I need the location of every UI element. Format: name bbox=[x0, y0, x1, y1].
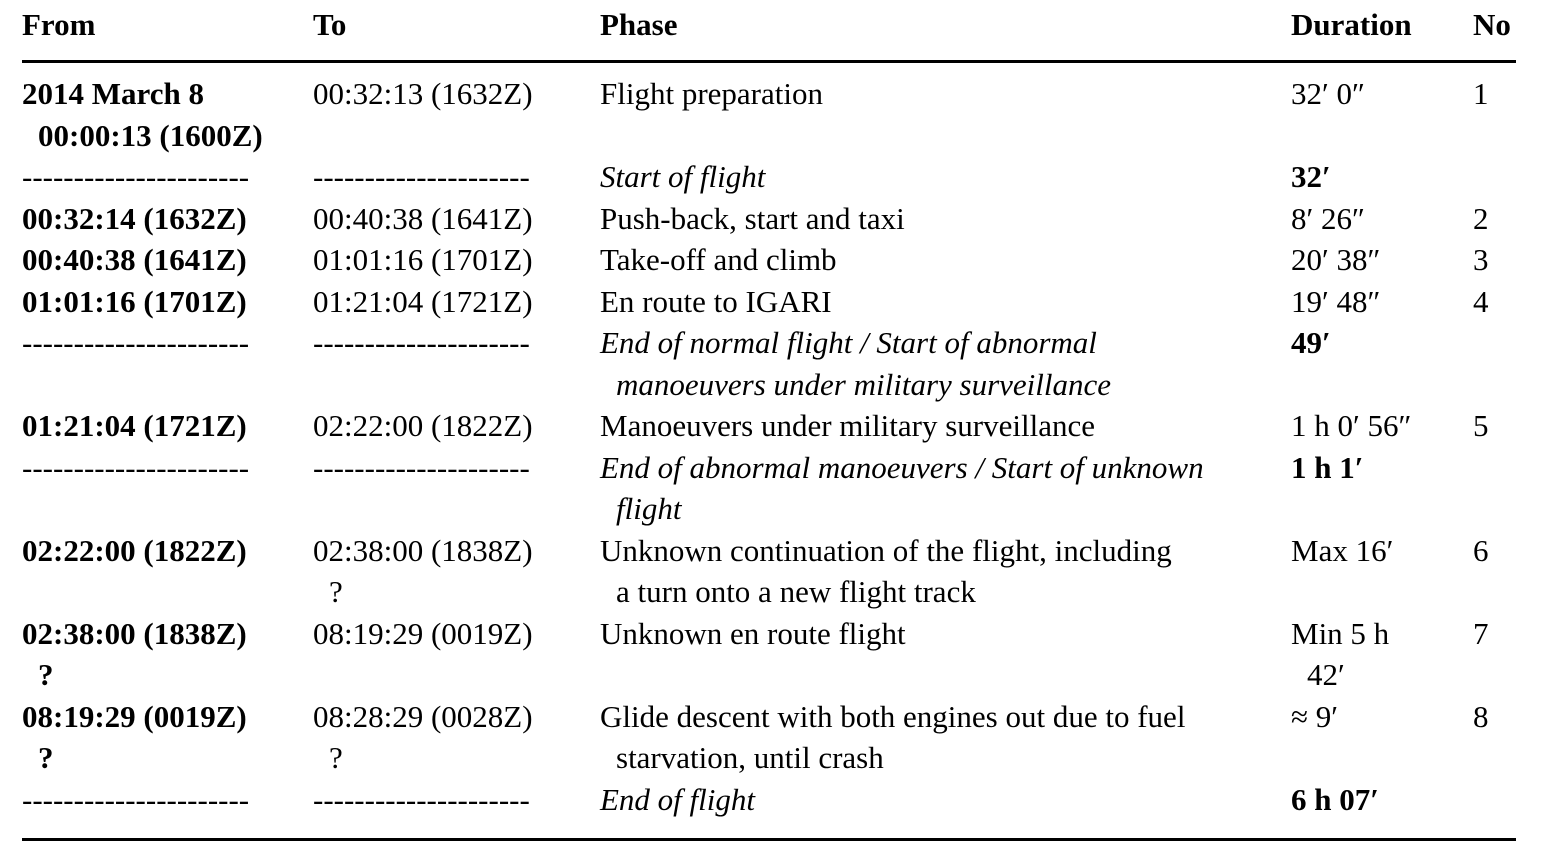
to-cell bbox=[313, 73, 583, 115]
duration-cell bbox=[1291, 613, 1451, 696]
duration-cell bbox=[1291, 779, 1451, 821]
no-cell: 8 bbox=[1473, 698, 1489, 734]
to-cell-line: --------------------- bbox=[313, 325, 530, 360]
table-row bbox=[22, 281, 1516, 323]
to-cell-line: ? bbox=[329, 740, 343, 775]
from-cell-line: ---------------------- bbox=[22, 781, 250, 817]
no-cell: 2 bbox=[1473, 200, 1489, 236]
phase-cell-line: flight bbox=[616, 491, 682, 526]
from-cell-line: 00:40:38 (1641Z) bbox=[22, 242, 247, 277]
header-phase: Phase bbox=[600, 7, 678, 42]
milestone-row bbox=[22, 779, 1516, 821]
phase-cell bbox=[600, 239, 1280, 281]
to-cell-line: 00:32:13 (1632Z) bbox=[313, 76, 533, 111]
duration-cell-line: 20′ 38″ bbox=[1291, 242, 1381, 277]
duration-cell-line: 32′ bbox=[1291, 159, 1331, 194]
phase-cell-line: Glide descent with both engines out due to fuel bbox=[600, 698, 1186, 734]
to-cell bbox=[313, 613, 583, 655]
header-from: From bbox=[22, 7, 96, 42]
milestone-row bbox=[22, 156, 1516, 198]
phase-cell-line: End of normal flight / Start of abnormal bbox=[600, 325, 1097, 360]
duration-cell-line: Min 5 h bbox=[1291, 615, 1390, 651]
from-cell bbox=[22, 198, 302, 240]
from-cell bbox=[22, 696, 302, 779]
duration-cell bbox=[1291, 73, 1451, 115]
from-cell bbox=[22, 281, 302, 323]
duration-cell bbox=[1291, 530, 1451, 572]
from-cell bbox=[22, 239, 302, 281]
flight-phase-table bbox=[22, 0, 1516, 820]
phase-cell bbox=[600, 530, 1280, 613]
duration-cell-line: 49′ bbox=[1291, 325, 1331, 360]
duration-cell-line: 1 h 1′ bbox=[1291, 449, 1364, 485]
table-row bbox=[22, 239, 1516, 281]
from-cell-line: ? bbox=[38, 740, 54, 775]
table-row bbox=[22, 696, 1516, 779]
phase-cell-line: End of flight bbox=[600, 781, 755, 817]
from-cell bbox=[22, 530, 302, 572]
duration-cell bbox=[1291, 198, 1451, 240]
duration-cell-line: ≈ 9′ bbox=[1291, 698, 1339, 734]
table-row bbox=[22, 198, 1516, 240]
from-cell-line: 2014 March 8 bbox=[22, 76, 204, 111]
phase-cell-line: Push-back, start and taxi bbox=[600, 200, 905, 236]
to-cell-line: 00:40:38 (1641Z) bbox=[313, 200, 533, 236]
no-cell: 1 bbox=[1473, 76, 1489, 111]
phase-cell bbox=[600, 779, 1280, 821]
to-cell-line: 02:38:00 (1838Z) bbox=[313, 532, 533, 568]
from-cell bbox=[22, 779, 302, 821]
no-cell: 5 bbox=[1473, 408, 1489, 443]
duration-cell bbox=[1291, 156, 1451, 198]
phase-cell-line: manoeuvers under military surveillance bbox=[616, 366, 1112, 402]
from-cell-line: 00:00:13 (1600Z) bbox=[38, 117, 263, 153]
bottom-rule bbox=[22, 838, 1516, 841]
phase-cell-line: Manoeuvers under military surveillance bbox=[600, 408, 1095, 443]
phase-cell-line: Unknown continuation of the flight, including bbox=[600, 532, 1172, 568]
milestone-row bbox=[22, 447, 1516, 530]
to-cell-line: --------------------- bbox=[313, 781, 530, 817]
duration-cell bbox=[1291, 696, 1451, 738]
phase-cell bbox=[600, 322, 1280, 405]
to-cell-line: 01:21:04 (1721Z) bbox=[313, 283, 533, 319]
header-to: To bbox=[313, 7, 347, 42]
to-cell bbox=[313, 239, 583, 281]
to-cell bbox=[313, 281, 583, 323]
phase-cell-line: starvation, until crash bbox=[616, 740, 884, 775]
phase-cell bbox=[600, 405, 1280, 447]
to-cell-line: --------------------- bbox=[313, 449, 530, 485]
milestone-row bbox=[22, 322, 1516, 405]
phase-cell-line: En route to IGARI bbox=[600, 283, 832, 319]
header-duration: Duration bbox=[1291, 7, 1412, 42]
to-cell bbox=[313, 156, 583, 198]
from-cell-line: ? bbox=[38, 657, 54, 692]
to-cell-line: 08:19:29 (0019Z) bbox=[313, 615, 533, 651]
from-cell bbox=[22, 73, 302, 156]
duration-cell bbox=[1291, 447, 1451, 489]
to-cell bbox=[313, 322, 583, 364]
no-cell: 3 bbox=[1473, 242, 1489, 277]
to-cell bbox=[313, 530, 583, 613]
to-cell-line: 02:22:00 (1822Z) bbox=[313, 408, 533, 443]
from-cell-line: ---------------------- bbox=[22, 449, 250, 485]
from-cell-line: 02:22:00 (1822Z) bbox=[22, 532, 247, 568]
to-cell bbox=[313, 198, 583, 240]
header-no: No bbox=[1473, 7, 1511, 42]
no-cell: 7 bbox=[1473, 615, 1489, 651]
duration-cell-line: 1 h 0′ 56″ bbox=[1291, 408, 1412, 443]
phase-cell-line: Unknown en route flight bbox=[600, 615, 906, 651]
phase-cell-line: a turn onto a new flight track bbox=[616, 574, 976, 609]
phase-cell bbox=[600, 198, 1280, 240]
duration-cell-line: 19′ 48″ bbox=[1291, 283, 1381, 319]
duration-cell-line: 42′ bbox=[1307, 657, 1345, 692]
table-row bbox=[22, 613, 1516, 696]
no-cell: 6 bbox=[1473, 532, 1489, 568]
to-cell-line: ? bbox=[329, 574, 343, 609]
duration-cell bbox=[1291, 239, 1451, 281]
from-cell-line: ---------------------- bbox=[22, 159, 250, 194]
to-cell bbox=[313, 405, 583, 447]
table-row bbox=[22, 73, 1516, 156]
from-cell bbox=[22, 405, 302, 447]
duration-cell-line: 8′ 26″ bbox=[1291, 200, 1365, 236]
duration-cell bbox=[1291, 405, 1451, 447]
from-cell bbox=[22, 447, 302, 489]
to-cell bbox=[313, 779, 583, 821]
duration-cell bbox=[1291, 281, 1451, 323]
phase-cell-line: Take-off and climb bbox=[600, 242, 837, 277]
phase-cell bbox=[600, 613, 1280, 655]
from-cell-line: 01:21:04 (1721Z) bbox=[22, 408, 247, 443]
phase-cell bbox=[600, 73, 1280, 115]
to-cell-line: 08:28:29 (0028Z) bbox=[313, 698, 533, 734]
from-cell bbox=[22, 613, 302, 696]
no-cell: 4 bbox=[1473, 283, 1489, 319]
duration-cell-line: 32′ 0″ bbox=[1291, 76, 1365, 111]
from-cell-line: 02:38:00 (1838Z) bbox=[22, 615, 247, 651]
phase-cell-line: End of abnormal manoeuvers / Start of unknown bbox=[600, 449, 1204, 485]
to-cell-line: 01:01:16 (1701Z) bbox=[313, 242, 533, 277]
from-cell-line: ---------------------- bbox=[22, 325, 250, 360]
from-cell bbox=[22, 322, 302, 364]
phase-cell bbox=[600, 281, 1280, 323]
duration-cell-line: 6 h 07′ bbox=[1291, 781, 1379, 817]
from-cell-line: 00:32:14 (1632Z) bbox=[22, 200, 247, 236]
table-header bbox=[22, 0, 1516, 63]
to-cell bbox=[313, 447, 583, 489]
to-cell-line: --------------------- bbox=[313, 159, 530, 194]
from-cell bbox=[22, 156, 302, 198]
table-row bbox=[22, 530, 1516, 613]
duration-cell-line: Max 16′ bbox=[1291, 532, 1394, 568]
duration-cell bbox=[1291, 322, 1451, 364]
phase-cell bbox=[600, 696, 1280, 779]
table-body bbox=[22, 63, 1516, 820]
phase-cell-line: Start of flight bbox=[600, 159, 766, 194]
phase-cell-line: Flight preparation bbox=[600, 76, 823, 111]
phase-cell bbox=[600, 156, 1280, 198]
phase-cell bbox=[600, 447, 1280, 530]
from-cell-line: 01:01:16 (1701Z) bbox=[22, 283, 247, 319]
table-row bbox=[22, 405, 1516, 447]
to-cell bbox=[313, 696, 583, 779]
from-cell-line: 08:19:29 (0019Z) bbox=[22, 698, 247, 734]
